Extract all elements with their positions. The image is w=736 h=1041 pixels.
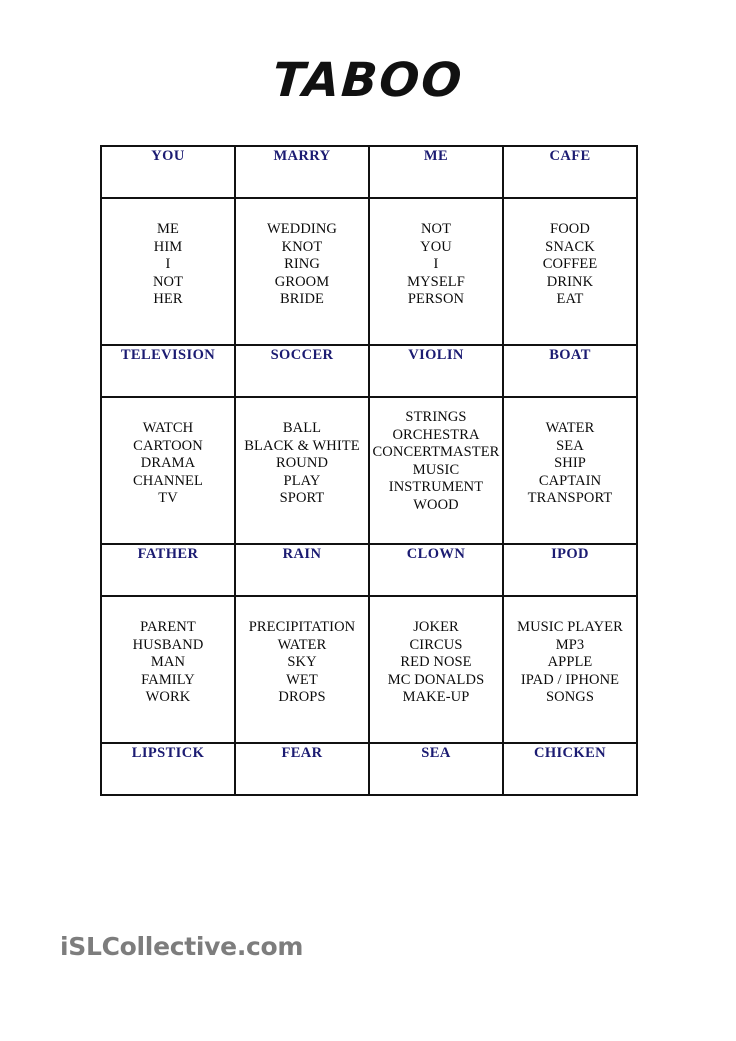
taboo-card-header-cell bbox=[101, 743, 235, 795]
taboo-word-list bbox=[102, 199, 234, 309]
taboo-card-words-cell bbox=[503, 198, 637, 345]
taboo-word: CIRCUS bbox=[409, 636, 463, 653]
taboo-table-body bbox=[101, 146, 637, 795]
taboo-card-header-cell bbox=[235, 743, 369, 795]
taboo-word-list bbox=[370, 398, 502, 514]
taboo-word: MAKE-UP bbox=[402, 689, 470, 705]
taboo-card-words-cell bbox=[503, 397, 637, 544]
taboo-card-name: IPOD bbox=[551, 546, 589, 562]
taboo-word: RING bbox=[284, 256, 320, 272]
taboo-word: SNACK bbox=[545, 238, 595, 255]
taboo-card-header-cell bbox=[101, 345, 235, 397]
taboo-word-list bbox=[236, 398, 368, 508]
taboo-word: PARENT bbox=[140, 619, 196, 635]
taboo-word: WEDDING bbox=[267, 221, 337, 237]
taboo-word: RED NOSE bbox=[400, 654, 472, 670]
taboo-word: ORCHESTRA bbox=[392, 426, 480, 443]
taboo-card-name: SEA bbox=[421, 745, 451, 761]
taboo-word-list bbox=[504, 199, 636, 309]
taboo-card-header-cell bbox=[369, 146, 503, 198]
taboo-card-words-cell bbox=[503, 596, 637, 743]
taboo-word: NOT bbox=[152, 273, 184, 290]
taboo-card-header-cell bbox=[235, 146, 369, 198]
taboo-card-words-cell bbox=[101, 397, 235, 544]
taboo-word: WET bbox=[286, 671, 318, 688]
taboo-word-list bbox=[370, 597, 502, 707]
taboo-card-name: VIOLIN bbox=[408, 347, 464, 363]
taboo-word: ME bbox=[157, 221, 179, 237]
taboo-word-list bbox=[504, 398, 636, 508]
taboo-word: GROOM bbox=[274, 273, 330, 290]
taboo-card-header-cell bbox=[369, 743, 503, 795]
taboo-word: WORK bbox=[145, 689, 191, 705]
taboo-word: SEA bbox=[556, 437, 584, 454]
taboo-word: WATER bbox=[545, 420, 595, 436]
taboo-word: STRINGS bbox=[405, 409, 467, 425]
taboo-card-name: CLOWN bbox=[406, 546, 466, 562]
taboo-word: NOT bbox=[420, 221, 452, 237]
taboo-word-list bbox=[236, 597, 368, 707]
taboo-word-list bbox=[236, 199, 368, 309]
taboo-card-words-cell bbox=[369, 198, 503, 345]
taboo-word: HIM bbox=[153, 238, 183, 255]
taboo-card-name: TELEVISION bbox=[120, 347, 216, 363]
taboo-word: EAT bbox=[556, 291, 584, 307]
taboo-word: DROPS bbox=[278, 689, 326, 705]
taboo-card-header-cell bbox=[503, 345, 637, 397]
taboo-card-name: FEAR bbox=[281, 745, 323, 761]
taboo-card-header-cell bbox=[235, 544, 369, 596]
taboo-word: HER bbox=[153, 291, 183, 307]
taboo-card-header-cell bbox=[235, 345, 369, 397]
taboo-word: PRECIPITATION bbox=[248, 619, 356, 635]
taboo-card-name: RAIN bbox=[282, 546, 322, 562]
table-header-row bbox=[101, 743, 637, 795]
taboo-word: BALL bbox=[282, 420, 322, 436]
taboo-word: KNOT bbox=[281, 238, 323, 255]
taboo-word: CHANNEL bbox=[133, 472, 203, 489]
taboo-word: DRAMA bbox=[140, 455, 196, 471]
taboo-word: HUSBAND bbox=[132, 636, 204, 653]
taboo-word: BLACK & WHITE bbox=[244, 437, 360, 454]
taboo-card-header-cell bbox=[503, 544, 637, 596]
taboo-card-header-cell bbox=[369, 544, 503, 596]
taboo-card-words-cell bbox=[101, 198, 235, 345]
taboo-card-name: SOCCER bbox=[270, 347, 334, 363]
footer-brand: iSLCollective.com bbox=[60, 932, 304, 961]
taboo-card-name: CHICKEN bbox=[533, 745, 607, 761]
taboo-card-words-cell bbox=[369, 397, 503, 544]
taboo-word: TV bbox=[158, 490, 178, 506]
taboo-word-list bbox=[504, 597, 636, 707]
taboo-word: PLAY bbox=[283, 472, 321, 489]
taboo-word: FOOD bbox=[550, 221, 590, 237]
taboo-word: SONGS bbox=[545, 689, 595, 705]
taboo-word: WOOD bbox=[413, 496, 459, 513]
taboo-word: MUSIC PLAYER bbox=[517, 619, 623, 635]
taboo-word: CONCERTMASTER bbox=[372, 444, 500, 460]
taboo-card-header-cell bbox=[101, 146, 235, 198]
taboo-card-header-cell bbox=[101, 544, 235, 596]
table-header-row bbox=[101, 544, 637, 596]
taboo-word: I bbox=[433, 256, 439, 272]
taboo-word: BRIDE bbox=[280, 291, 324, 307]
taboo-word: TRANSPORT bbox=[527, 490, 613, 506]
table-words-row bbox=[101, 596, 637, 743]
taboo-card-words-cell bbox=[235, 198, 369, 345]
taboo-word: DRINK bbox=[546, 273, 594, 290]
taboo-card-name: YOU bbox=[151, 148, 185, 164]
taboo-word-list bbox=[370, 199, 502, 309]
table-header-row bbox=[101, 345, 637, 397]
taboo-word-list bbox=[102, 398, 234, 508]
taboo-word: MUSIC bbox=[412, 461, 460, 478]
taboo-word: SHIP bbox=[554, 455, 586, 471]
taboo-card-words-cell bbox=[369, 596, 503, 743]
taboo-card-table bbox=[100, 145, 638, 796]
taboo-word: CARTOON bbox=[133, 437, 203, 454]
taboo-word: IPAD / IPHONE bbox=[520, 671, 620, 688]
taboo-word: I bbox=[165, 256, 171, 272]
taboo-card-name: BOAT bbox=[549, 347, 591, 363]
taboo-card-header-cell bbox=[369, 345, 503, 397]
taboo-card-name: ME bbox=[423, 148, 449, 164]
taboo-word: SKY bbox=[287, 654, 317, 670]
taboo-word-list bbox=[102, 597, 234, 707]
taboo-word: APPLE bbox=[547, 654, 593, 670]
taboo-word: FAMILY bbox=[141, 671, 195, 688]
taboo-card-name: MARRY bbox=[273, 148, 331, 164]
taboo-word: MYSELF bbox=[407, 273, 465, 290]
taboo-card-words-cell bbox=[235, 596, 369, 743]
taboo-word: COFFEE bbox=[542, 256, 598, 272]
taboo-word: MC DONALDS bbox=[387, 671, 485, 688]
taboo-card-words-cell bbox=[235, 397, 369, 544]
taboo-word: YOU bbox=[420, 238, 452, 255]
taboo-word: MAN bbox=[150, 654, 186, 670]
taboo-card-name: CAFE bbox=[549, 148, 591, 164]
table-header-row bbox=[101, 146, 637, 198]
table-words-row bbox=[101, 198, 637, 345]
table-words-row bbox=[101, 397, 637, 544]
taboo-word: WATCH bbox=[142, 420, 194, 436]
taboo-card-header-cell bbox=[503, 146, 637, 198]
taboo-word: SPORT bbox=[279, 490, 325, 506]
taboo-word: MP3 bbox=[555, 636, 585, 653]
taboo-card-words-cell bbox=[101, 596, 235, 743]
taboo-word: WATER bbox=[277, 636, 327, 653]
taboo-word: CAPTAIN bbox=[538, 472, 602, 489]
taboo-word: INSTRUMENT bbox=[388, 479, 484, 495]
taboo-word: ROUND bbox=[275, 455, 329, 471]
taboo-card-name: FATHER bbox=[137, 546, 199, 562]
taboo-word: PERSON bbox=[407, 291, 465, 307]
page-title: TABOO bbox=[270, 53, 466, 108]
taboo-card-name: LIPSTICK bbox=[131, 745, 205, 761]
taboo-word: JOKER bbox=[413, 619, 459, 635]
taboo-card-header-cell bbox=[503, 743, 637, 795]
